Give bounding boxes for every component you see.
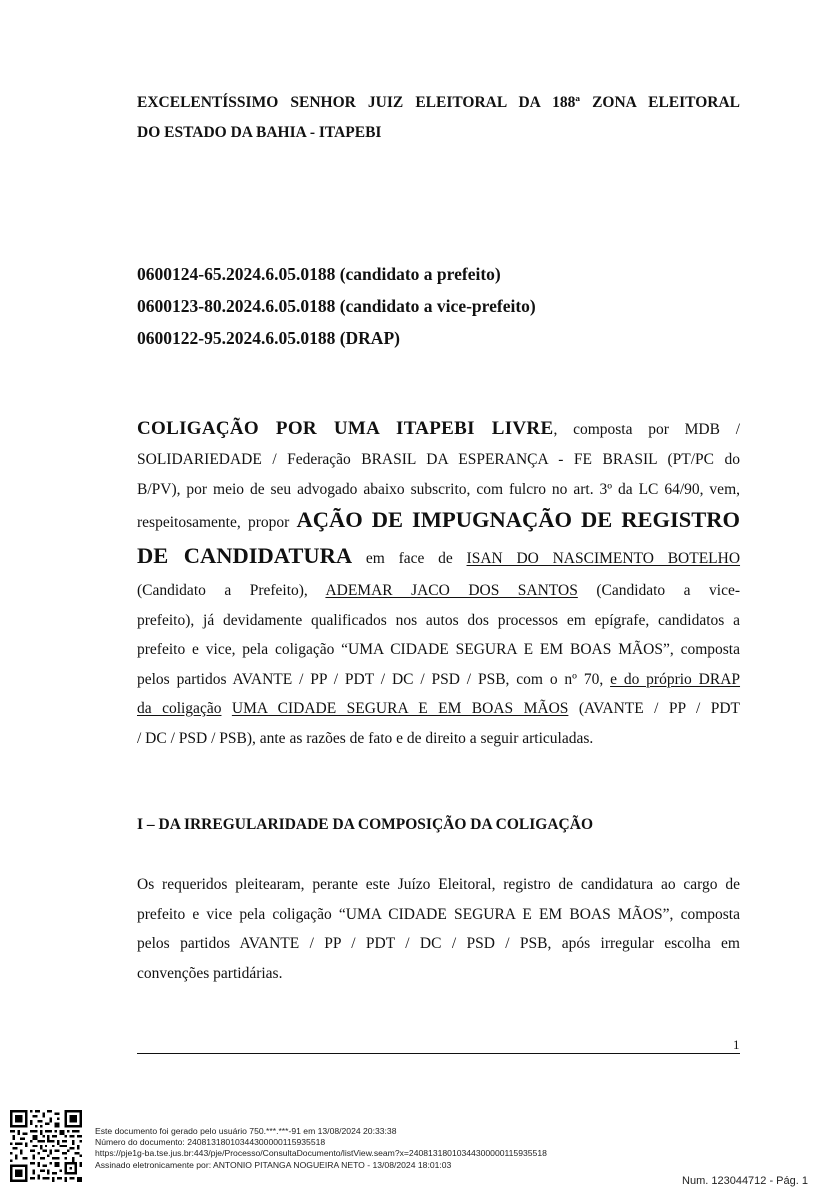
signature-metadata <box>95 1126 547 1171</box>
action-title: DE CANDIDATURA <box>137 543 353 568</box>
paragraph-line: B/PV), por meio de seu advogado abaixo subscrito, com fulcro no art. 3º da LC 64/90, vem, <box>137 480 740 498</box>
underlined-text: e do próprio DRAP <box>610 670 741 688</box>
petition-paragraph <box>137 413 740 753</box>
process-number: 0600122-95.2024.6.05.0188 (DRAP) <box>137 328 400 348</box>
paragraph-line: convenções partidárias. <box>137 964 283 982</box>
paragraph-line: pelos partidos AVANTE / PP / PDT / DC / PSD / PSB, após irregular escolha em <box>137 935 740 952</box>
page-number: 1 <box>733 1037 740 1052</box>
paragraph-text: respeitosamente, propor <box>137 514 290 531</box>
candidate-name: ADEMAR JACO DOS SANTOS <box>325 582 578 599</box>
generated-by-text: Este documento foi gerado pelo usuário 750.***.***-91 em 13/08/2024 20:33:38 <box>95 1126 397 1136</box>
process-numbers <box>137 258 737 354</box>
process-number: 0600124-65.2024.6.05.0188 (candidato a prefeito) <box>137 264 501 284</box>
paragraph-text: (Candidato a vice- <box>596 582 740 599</box>
paragraph-text: (AVANTE / PP / PDT <box>578 700 741 717</box>
coalition-name: COLIGAÇÃO POR UMA ITAPEBI LIVRE <box>137 418 554 439</box>
section-title: I – DA IRREGULARIDADE DA COMPOSIÇÃO DA COLIGAÇÃO <box>137 816 594 833</box>
paragraph-text: , composta por MDB / <box>553 421 740 438</box>
footer-divider <box>137 1053 740 1054</box>
paragraph-line: Os requeridos pleitearam, perante este Juízo Eleitoral, registro de candidatura ao cargo de <box>137 876 740 893</box>
paragraph-line: prefeito), já devidamente qualificados nos autos dos processos em epígrafe, candidatos a <box>137 611 740 629</box>
paragraph-line: / DC / PSD / PSB), ante as razões de fato e de direito a seguir articuladas. <box>137 729 594 747</box>
process-number: 0600123-80.2024.6.05.0188 (candidato a vice-prefeito) <box>137 296 536 316</box>
candidate-name: ISAN DO NASCIMENTO BOTELHO <box>466 550 741 567</box>
paragraph-line: prefeito e vice, pela coligação “UMA CIDADE SEGURA E EM BOAS MÃOS”, composta <box>137 641 740 658</box>
underlined-text: da coligação <box>137 700 222 717</box>
underlined-text: UMA CIDADE SEGURA E EM BOAS MÃOS <box>231 700 569 717</box>
section-paragraph <box>137 870 740 988</box>
num-page-label: Num. 123044712 - Pág. 1 <box>682 1175 808 1187</box>
paragraph-line: SOLIDARIEDADE / Federação BRASIL DA ESPERANÇA - FE BRASIL (PT/PC do <box>137 451 740 468</box>
paragraph-text: (Candidato a Prefeito), <box>137 582 308 599</box>
addressee-header <box>137 88 740 148</box>
header-line-1: EXCELENTÍSSIMO SENHOR JUIZ ELEITORAL DA 188ª ZONA ELEITORAL <box>137 94 740 111</box>
paragraph-text: pelos partidos AVANTE / PP / PDT / DC / PSD / PSB, com o nº 70, <box>137 670 604 688</box>
action-title: AÇÃO DE IMPUGNAÇÃO DE REGISTRO <box>296 507 740 532</box>
document-url: https://pje1g-ba.tse.jus.br:443/pje/Processo/ConsultaDocumento/listView.seam?x=24081318010344300000115935518 <box>95 1148 547 1159</box>
qr-code-icon <box>10 1110 82 1182</box>
signed-by-text: Assinado eletronicamente por: ANTONIO PITANGA NOGUEIRA NETO - 13/08/2024 18:01:03 <box>95 1159 452 1170</box>
paragraph-text: em face de <box>365 550 453 567</box>
paragraph-line: prefeito e vice pela coligação “UMA CIDADE SEGURA E EM BOAS MÃOS”, composta <box>137 905 740 923</box>
header-line-2: DO ESTADO DA BAHIA - ITAPEBI <box>137 124 382 141</box>
document-number-text: Número do documento: 24081318010344300000115935518 <box>95 1137 326 1148</box>
